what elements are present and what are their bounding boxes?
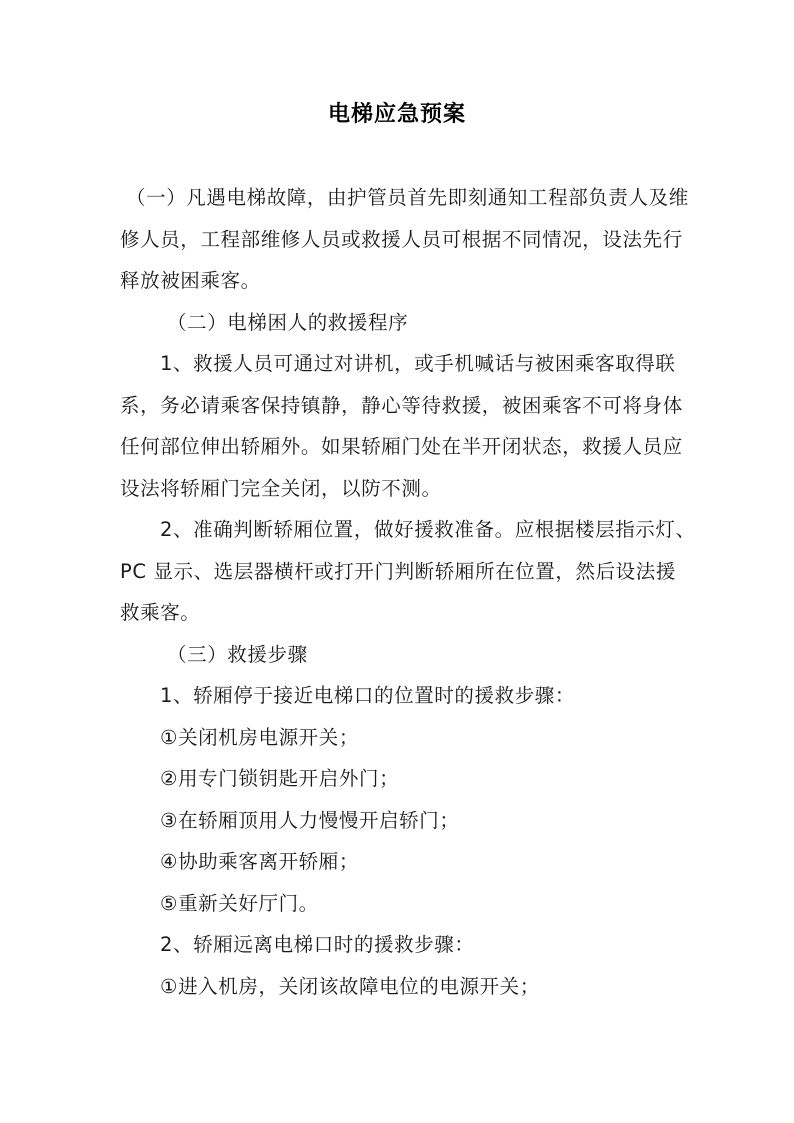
step-2-1: ①进入机房，关闭该故障电位的电源开关； [160, 974, 540, 998]
paragraph-1-line-3: 释放被困乘客。 [120, 269, 261, 292]
document-body [120, 182, 696, 1012]
step-1-1: ①关闭机房电源开关； [160, 725, 359, 749]
section-heading-2: （二）电梯困人的救援程序 [167, 310, 409, 334]
step-1-5: ⑤重新关好厅门。 [160, 891, 319, 915]
paragraph-3-line-3: 救乘客。 [120, 601, 201, 624]
paragraph-2-line-4: 设法将轿厢门完全关闭，以防不测。 [120, 476, 442, 500]
paragraph-1-line-2: 修人员，工程部维修人员或救援人员可根据不同情况，设法先行 [120, 227, 683, 251]
step-group-2-heading: 2、轿厢远离电梯口时的援救步骤： [160, 933, 475, 956]
paragraph-3-line-2: PC 显示、选层器横杆或打开门判断轿厢所在位置，然后设法援 [120, 559, 676, 583]
document-title: 电梯应急预案 [327, 102, 466, 127]
section-heading-3: （三）救援步骤 [167, 642, 308, 666]
step-1-2: ②用专门锁钥匙开启外门； [160, 767, 400, 790]
step-1-3: ③在轿厢顶用人力慢慢开启轿门； [160, 808, 460, 832]
step-group-1-heading: 1、轿厢停于接近电梯口的位置时的援救步骤： [160, 684, 576, 707]
paragraph-3-line-1: 2、准确判断轿厢位置，做好援救准备。应根据楼层指示灯、 [160, 518, 696, 541]
paragraph-2-line-1: 1、救援人员可通过对讲机，或手机喊话与被困乘客取得联 [160, 352, 676, 375]
paragraph-2-line-2: 系，务必请乘客保持镇静，静心等待救援，被困乘客不可将身体 [120, 393, 683, 417]
paragraph-2-line-3: 任何部位伸出轿厢外。如果轿厢门处在半开闭状态，救援人员应 [120, 435, 683, 458]
paragraph-1-line-1: （一）凡遇电梯故障，由护管员首先即刻通知工程部负责人及维 [126, 186, 689, 209]
step-1-4: ④协助乘客离开轿厢； [160, 850, 359, 873]
